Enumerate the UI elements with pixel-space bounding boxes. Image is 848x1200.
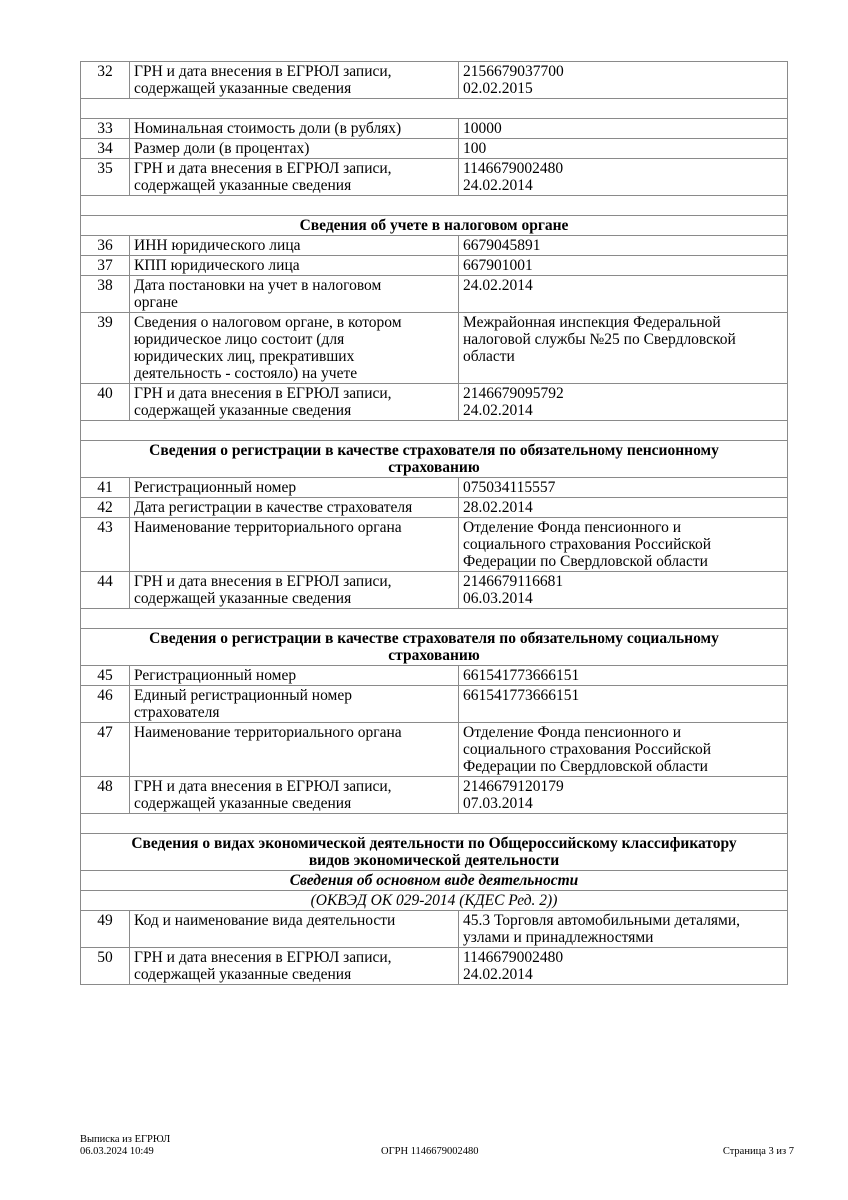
field-value: 1146679002480 24.02.2014 bbox=[463, 160, 564, 194]
section-title: Сведения о видах экономической деятельности по Общероссийскому классификатору видов экономической деятельности bbox=[131, 835, 737, 869]
table-row bbox=[81, 498, 788, 518]
field-value: 24.02.2014 bbox=[463, 277, 533, 294]
field-value: 661541773666151 bbox=[463, 667, 580, 684]
field-label: Единый регистрационный номер страхователя bbox=[134, 687, 352, 721]
table-row bbox=[81, 723, 788, 777]
value-cell bbox=[459, 159, 788, 196]
field-value: 2146679095792 24.02.2014 bbox=[463, 385, 564, 419]
row-number: 43 bbox=[81, 518, 130, 572]
value-cell bbox=[459, 276, 788, 313]
field-label: КПП юридического лица bbox=[134, 257, 300, 274]
field-label: Сведения о налоговом органе, в котором юридическое лицо состоит (для юридических лиц, прекративших деятельность - состояло) на учете bbox=[134, 314, 402, 382]
field-label: Регистрационный номер bbox=[134, 479, 297, 496]
row-number: 48 bbox=[81, 777, 130, 814]
table-row bbox=[81, 948, 788, 985]
table-row bbox=[81, 666, 788, 686]
section-title: Сведения об учете в налоговом органе bbox=[299, 217, 569, 234]
section-header-row bbox=[81, 629, 788, 666]
field-label: Наименование территориального органа bbox=[134, 724, 402, 741]
spacer-row bbox=[81, 421, 788, 441]
field-value: 10000 bbox=[463, 120, 502, 137]
value-cell bbox=[459, 777, 788, 814]
label-cell bbox=[130, 666, 459, 686]
value-cell bbox=[459, 666, 788, 686]
spacer-cell bbox=[81, 99, 788, 119]
label-cell bbox=[130, 62, 459, 99]
field-label: Номинальная стоимость доли (в рублях) bbox=[134, 120, 402, 137]
label-cell bbox=[130, 948, 459, 985]
value-cell bbox=[459, 62, 788, 99]
row-number: 50 bbox=[81, 948, 130, 985]
field-value: 1146679002480 24.02.2014 bbox=[463, 949, 564, 983]
field-value: Отделение Фонда пенсионного и социального страхования Российской Федерации по Свердловской области bbox=[463, 519, 712, 570]
subsection-title: Сведения об основном виде деятельности bbox=[289, 872, 579, 889]
field-label: Размер доли (в процентах) bbox=[134, 140, 310, 157]
section-header-row bbox=[81, 216, 788, 236]
label-cell bbox=[130, 256, 459, 276]
section-header-row bbox=[81, 441, 788, 478]
label-cell bbox=[130, 159, 459, 196]
value-cell bbox=[459, 119, 788, 139]
subsection-header-row bbox=[81, 871, 788, 891]
field-label: ИНН юридического лица bbox=[134, 237, 301, 254]
spacer-cell bbox=[81, 814, 788, 834]
row-number: 40 bbox=[81, 384, 130, 421]
table-row bbox=[81, 236, 788, 256]
table-row bbox=[81, 276, 788, 313]
field-value: 100 bbox=[463, 140, 487, 157]
value-cell bbox=[459, 686, 788, 723]
field-value: 661541773666151 bbox=[463, 687, 580, 704]
section-title: Сведения о регистрации в качестве страхователя по обязательному социальному страхованию bbox=[149, 630, 719, 664]
row-number: 49 bbox=[81, 911, 130, 948]
classifier-row bbox=[81, 891, 788, 911]
table-row bbox=[81, 911, 788, 948]
footer-doc-datetime: 06.03.2024 10:49 bbox=[80, 1146, 154, 1157]
label-cell bbox=[130, 236, 459, 256]
value-cell bbox=[459, 313, 788, 384]
footer-ogrn: ОГРН 1146679002480 bbox=[381, 1146, 479, 1157]
row-number: 33 bbox=[81, 119, 130, 139]
table-row bbox=[81, 686, 788, 723]
field-value: 45.3 Торговля автомобильными деталями, узлами и принадлежностями bbox=[463, 912, 741, 946]
table-row bbox=[81, 256, 788, 276]
classifier-name: (ОКВЭД ОК 029-2014 (КДЕС Ред. 2)) bbox=[310, 892, 558, 909]
field-label: ГРН и дата внесения в ЕГРЮЛ записи, содержащей указанные сведения bbox=[134, 385, 392, 419]
row-number: 35 bbox=[81, 159, 130, 196]
table-row bbox=[81, 777, 788, 814]
spacer-row bbox=[81, 814, 788, 834]
value-cell bbox=[459, 518, 788, 572]
row-number: 34 bbox=[81, 139, 130, 159]
spacer-cell bbox=[81, 196, 788, 216]
row-number: 46 bbox=[81, 686, 130, 723]
row-number: 36 bbox=[81, 236, 130, 256]
row-number: 45 bbox=[81, 666, 130, 686]
field-label: ГРН и дата внесения в ЕГРЮЛ записи, содержащей указанные сведения bbox=[134, 949, 392, 983]
row-number: 39 bbox=[81, 313, 130, 384]
value-cell bbox=[459, 236, 788, 256]
row-number: 47 bbox=[81, 723, 130, 777]
footer-page-number: Страница 3 из 7 bbox=[722, 1146, 794, 1157]
field-label: Регистрационный номер bbox=[134, 667, 297, 684]
field-value: Межрайонная инспекция Федеральной налоговой службы №25 по Свердловской области bbox=[463, 314, 736, 365]
field-label: Код и наименование вида деятельности bbox=[134, 912, 396, 929]
value-cell bbox=[459, 723, 788, 777]
field-label: ГРН и дата внесения в ЕГРЮЛ записи, содержащей указанные сведения bbox=[134, 160, 392, 194]
section-title: Сведения о регистрации в качестве страхователя по обязательному пенсионному страхованию bbox=[149, 442, 719, 476]
table-row bbox=[81, 384, 788, 421]
table-row bbox=[81, 313, 788, 384]
label-cell bbox=[130, 478, 459, 498]
field-value: 6679045891 bbox=[463, 237, 541, 254]
table-row bbox=[81, 62, 788, 99]
row-number: 41 bbox=[81, 478, 130, 498]
label-cell bbox=[130, 384, 459, 421]
value-cell bbox=[459, 948, 788, 985]
table-row bbox=[81, 478, 788, 498]
section-header-row bbox=[81, 834, 788, 871]
label-cell bbox=[130, 313, 459, 384]
value-cell bbox=[459, 911, 788, 948]
spacer-row bbox=[81, 609, 788, 629]
table-row bbox=[81, 518, 788, 572]
spacer-row bbox=[81, 99, 788, 119]
row-number: 37 bbox=[81, 256, 130, 276]
spacer-row bbox=[81, 196, 788, 216]
field-label: ГРН и дата внесения в ЕГРЮЛ записи, содержащей указанные сведения bbox=[134, 573, 392, 607]
label-cell bbox=[130, 572, 459, 609]
table-row bbox=[81, 139, 788, 159]
footer-doc-title: Выписка из ЕГРЮЛ bbox=[80, 1134, 171, 1145]
label-cell bbox=[130, 139, 459, 159]
footer-doc-info bbox=[80, 1134, 170, 1158]
row-number: 32 bbox=[81, 62, 130, 99]
field-value: 2146679120179 07.03.2014 bbox=[463, 778, 564, 812]
spacer-cell bbox=[81, 421, 788, 441]
label-cell bbox=[130, 119, 459, 139]
label-cell bbox=[130, 723, 459, 777]
field-label: Наименование территориального органа bbox=[134, 519, 402, 536]
value-cell bbox=[459, 139, 788, 159]
row-number: 38 bbox=[81, 276, 130, 313]
value-cell bbox=[459, 478, 788, 498]
field-value: 075034115557 bbox=[463, 479, 556, 496]
row-number: 44 bbox=[81, 572, 130, 609]
field-value: Отделение Фонда пенсионного и социального страхования Российской Федерации по Свердловской области bbox=[463, 724, 712, 775]
table-row bbox=[81, 159, 788, 196]
row-number: 42 bbox=[81, 498, 130, 518]
table-row bbox=[81, 119, 788, 139]
field-label: Дата постановки на учет в налоговом органе bbox=[134, 277, 382, 311]
label-cell bbox=[130, 498, 459, 518]
field-label: Дата регистрации в качестве страхователя bbox=[134, 499, 413, 516]
label-cell bbox=[130, 911, 459, 948]
label-cell bbox=[130, 777, 459, 814]
table-row bbox=[81, 572, 788, 609]
spacer-cell bbox=[81, 609, 788, 629]
label-cell bbox=[130, 276, 459, 313]
label-cell bbox=[130, 686, 459, 723]
field-value: 2146679116681 06.03.2014 bbox=[463, 573, 564, 607]
egrul-extract-table bbox=[80, 61, 788, 985]
value-cell bbox=[459, 384, 788, 421]
field-value: 28.02.2014 bbox=[463, 499, 533, 516]
field-value: 667901001 bbox=[463, 257, 533, 274]
value-cell bbox=[459, 498, 788, 518]
field-label: ГРН и дата внесения в ЕГРЮЛ записи, содержащей указанные сведения bbox=[134, 778, 392, 812]
value-cell bbox=[459, 256, 788, 276]
field-label: ГРН и дата внесения в ЕГРЮЛ записи, содержащей указанные сведения bbox=[134, 63, 392, 97]
value-cell bbox=[459, 572, 788, 609]
label-cell bbox=[130, 518, 459, 572]
field-value: 2156679037700 02.02.2015 bbox=[463, 63, 564, 97]
